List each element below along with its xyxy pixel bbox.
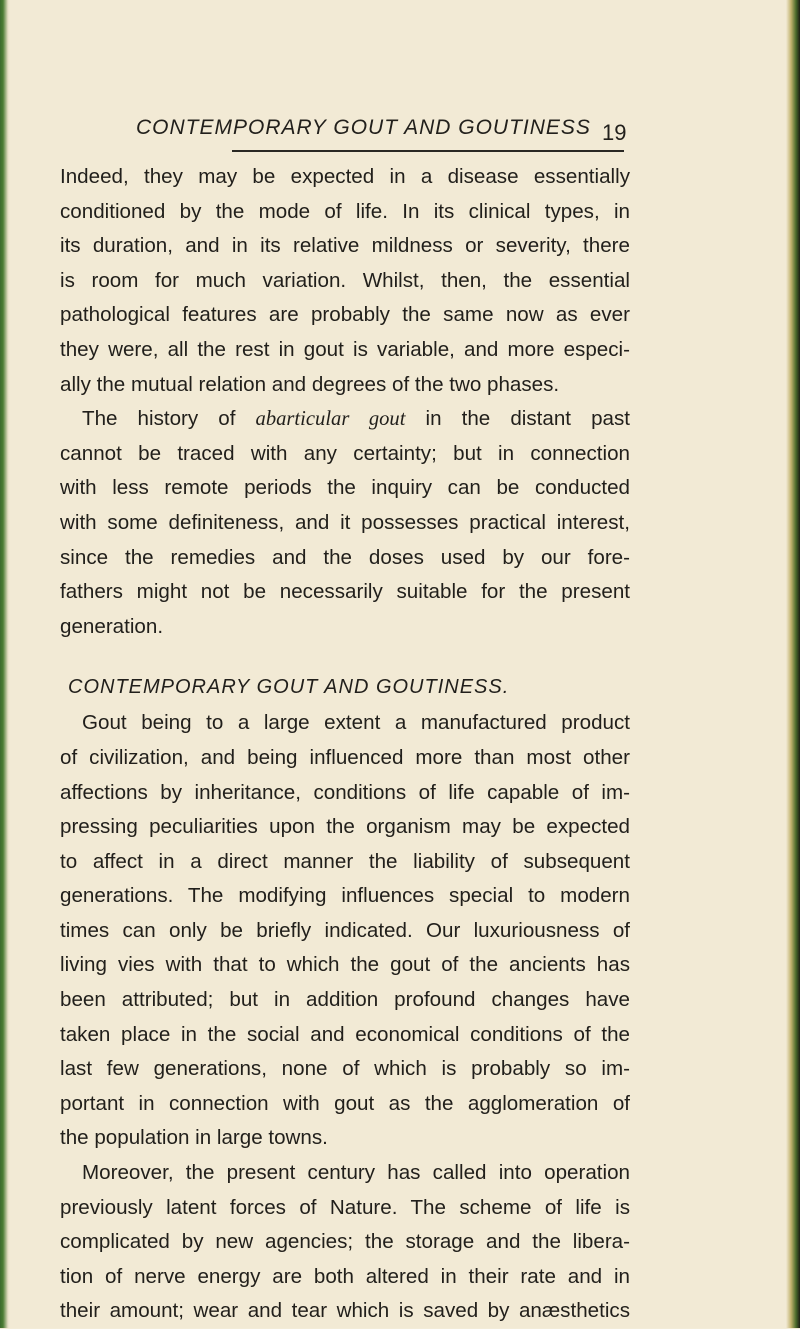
paragraph-3 [60,706,630,1156]
text-line: generations. The modifying influences special to modern [60,884,630,908]
text-span: in the distant past [405,407,630,431]
text-line: with some definiteness, and it possesses practical interest, [60,510,630,534]
text-line: its duration, and in its relative mildness or severity, there [60,234,630,258]
page-right-edge [786,0,800,1328]
text-line: tion of nerve energy are both altered in their rate and in [60,1264,630,1288]
running-head: CONTEMPORARY GOUT AND GOUTINESS [136,116,591,139]
text-line [60,402,630,437]
text-line: pressing peculiarities upon the organism may be expected [60,815,630,839]
text-line: times can only be briefly indicated. Our luxuriousness of [60,918,630,942]
text-line: been attributed; but in addition profound changes have [60,988,630,1012]
spacer [60,644,630,668]
text-line: of civilization, and being influenced more than most other [60,745,630,769]
text-line: generation. [60,614,164,638]
page-left-edge [0,0,10,1328]
section-heading: CONTEMPORARY GOUT AND GOUTINESS. [68,676,510,699]
text-line: taken place in the social and economical conditions of the [60,1022,630,1046]
text-span: The history of [82,407,256,431]
text-line: Gout being to a large extent a manufactured product [82,711,630,735]
text-line: affections by inheritance, conditions of life capable of im- [60,780,630,804]
paragraph-4 [60,1156,630,1329]
text-line: is room for much variation. Whilst, then, the essential [60,268,630,292]
text-line: they were, all the rest in gout is variable, and more especi- [60,337,630,361]
paragraph-2 [60,402,630,644]
text-line: with less remote periods the inquiry can be conducted [60,476,630,500]
text-line: portant in connection with gout as the agglomeration of [60,1091,630,1115]
page-number: 19 [602,120,627,145]
text-line: fathers might not be necessarily suitable for the present [60,580,630,604]
italic-term: abarticular gout [255,408,406,431]
paragraph-1 [60,160,630,402]
header-rule [232,150,624,152]
text-line: living vies with that to which the gout of the ancients has [60,953,630,977]
text-line: previously latent forces of Nature. The scheme of life is [60,1195,630,1219]
text-line: conditioned by the mode of life. In its clinical types, in [60,199,630,223]
text-line: to affect in a direct manner the liability of subsequent [60,849,630,873]
text-line: last few generations, none of which is probably so im- [60,1057,630,1081]
text-line: ally the mutual relation and degrees of the two phases. [60,372,560,396]
text-line: Indeed, they may be expected in a disease essentially [60,165,630,188]
text-line: complicated by new agencies; the storage and the libera- [60,1230,630,1254]
text-line: the population in large towns. [60,1126,328,1150]
text-line: their amount; wear and tear which is saved by anæsthetics [60,1299,630,1323]
text-line: since the remedies and the doses used by our fore- [60,545,630,569]
text-line: pathological features are probably the same now as ever [60,303,630,327]
body-text [60,160,630,1329]
text-line: cannot be traced with any certainty; but in connection [60,441,630,465]
text-line: Moreover, the present century has called into operation [82,1161,630,1185]
